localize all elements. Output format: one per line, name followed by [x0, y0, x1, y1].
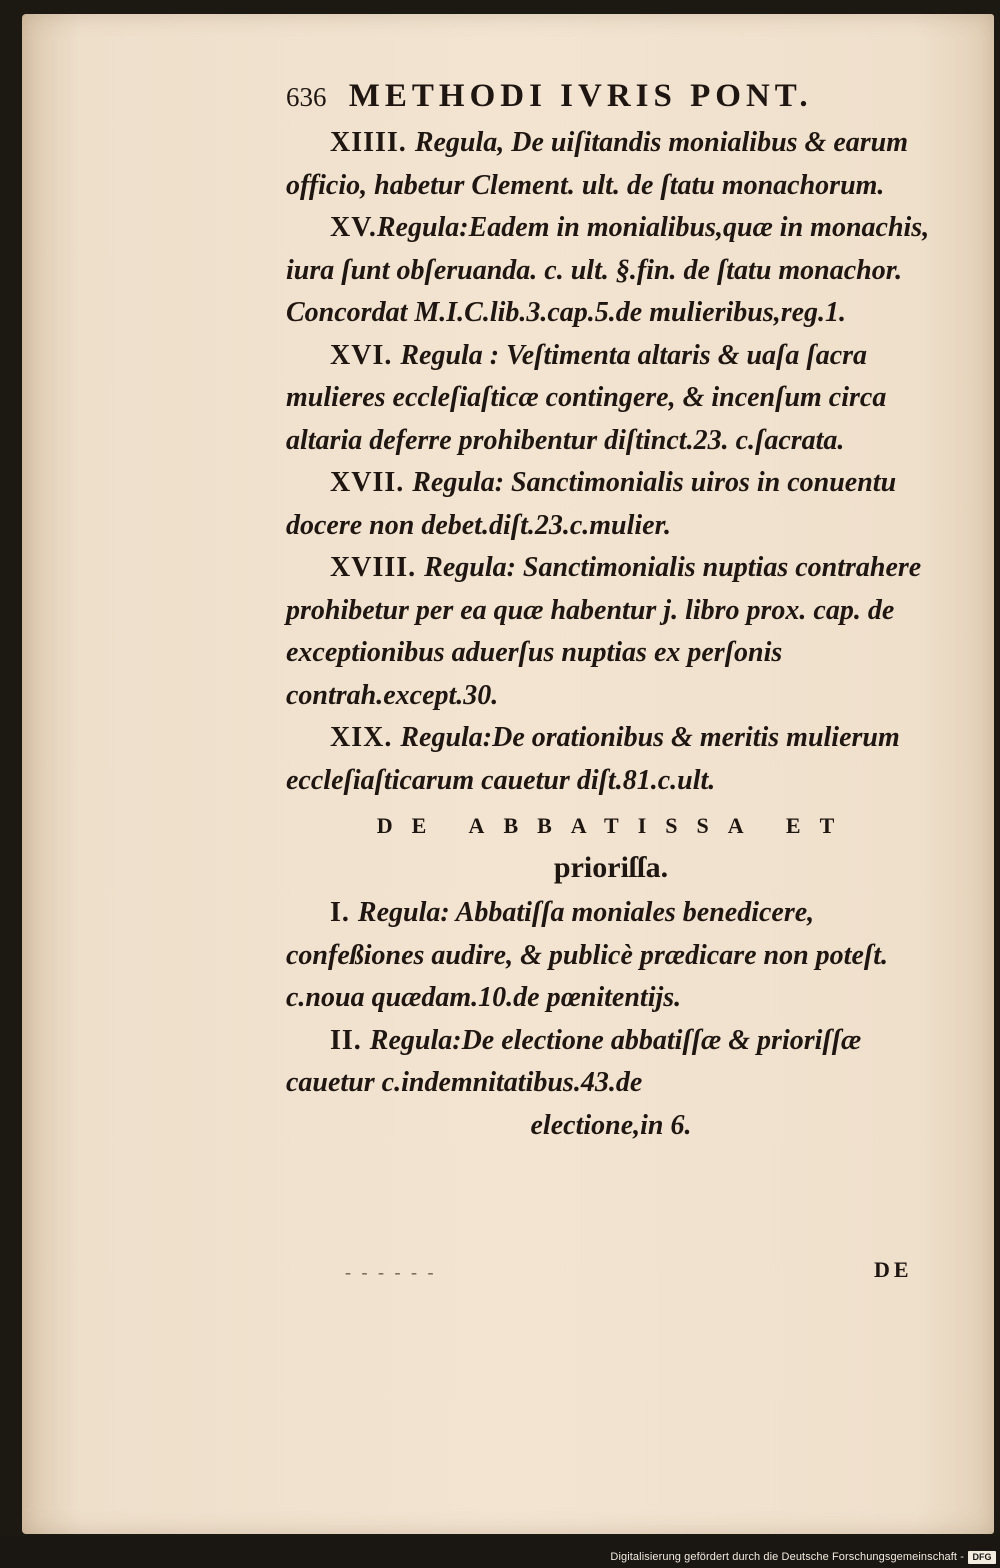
rule-number: II.	[330, 1024, 370, 1056]
rule-paragraph	[286, 717, 936, 802]
rule-paragraph	[286, 207, 936, 335]
catchword: DE	[874, 1257, 913, 1282]
rule-number: XVI.	[330, 339, 401, 371]
footer-bar	[0, 1536, 1000, 1568]
page-number: 636	[286, 82, 327, 112]
rule-paragraph	[286, 892, 936, 1020]
running-title: METHODI IVRIS PONT.	[348, 78, 813, 114]
rule-paragraph	[286, 335, 936, 463]
rule-paragraph	[286, 122, 936, 207]
dfg-logo: DFG	[968, 1551, 996, 1564]
rule-text: Regula:De electione abbatiſſæ & prioriſſæ cauetur c.indemnitatibus.43.de	[286, 1024, 862, 1098]
rule-paragraph	[286, 547, 936, 717]
rule-number: I.	[330, 897, 358, 928]
funding-credit: Digitalisierung gefördert durch die Deutsche Forschungsgemeinschaft -	[610, 1551, 964, 1563]
rule-number: XIIII.	[330, 127, 415, 158]
rule-text: Regula, De uiſitandis monialibus & earum officio, habetur Clement. ult. de ſtatu monachorum.	[286, 127, 909, 201]
rule-text: Regula:Eadem in monialibus,quæ in monachis, iura ſunt obſeruanda. c. ult. §.fin. de ſtatu monachor. Concordat M.I.C.lib.3.cap.5.de mulieribus,reg.1.	[286, 212, 930, 328]
rule-paragraph	[286, 1020, 936, 1105]
page-text	[286, 78, 936, 1147]
closing-line: electione,in 6.	[530, 1109, 692, 1141]
printer-rule: - - - - - -	[345, 1262, 437, 1282]
rule-number: XVIII.	[330, 552, 425, 583]
rule-number: XIX.	[330, 722, 401, 753]
rule-text: Regula: Sanctimonialis nuptias contrahere prohibetur per ea quæ habentur j. libro prox. cap. de exceptionibus aduerſus nuptias ex perſonis contrah.except.30.	[286, 552, 922, 711]
section-heading: DE ABBATISSA ET	[376, 813, 854, 838]
rule-text: Regula : Veſtimenta altaris & uaſa ſacra mulieres eccleſiaſticæ contingere, & incenſum circa altaria deferre prohibentur diſtinct.23. c.ſacrata.	[286, 339, 887, 456]
rule-text: Regula: Abbatiſſa moniales benedicere, confeßiones audire, & publicè prædicare non poteſt. c.noua quædam.10.de pœnitentijs.	[286, 897, 888, 1013]
rule-number: XVII.	[330, 467, 413, 498]
section-subheading: prioriſſa.	[553, 851, 669, 884]
rule-number: XV.	[330, 212, 377, 243]
rule-paragraph	[286, 462, 936, 547]
rule-text: Regula:De orationibus & meritis mulierum eccleſiaſticarum cauetur diſt.81.c.ult.	[286, 722, 900, 796]
running-header	[286, 78, 936, 122]
rule-text: Regula: Sanctimonialis uiros in conuentu docere non debet.diſt.23.c.mulier.	[286, 467, 897, 541]
